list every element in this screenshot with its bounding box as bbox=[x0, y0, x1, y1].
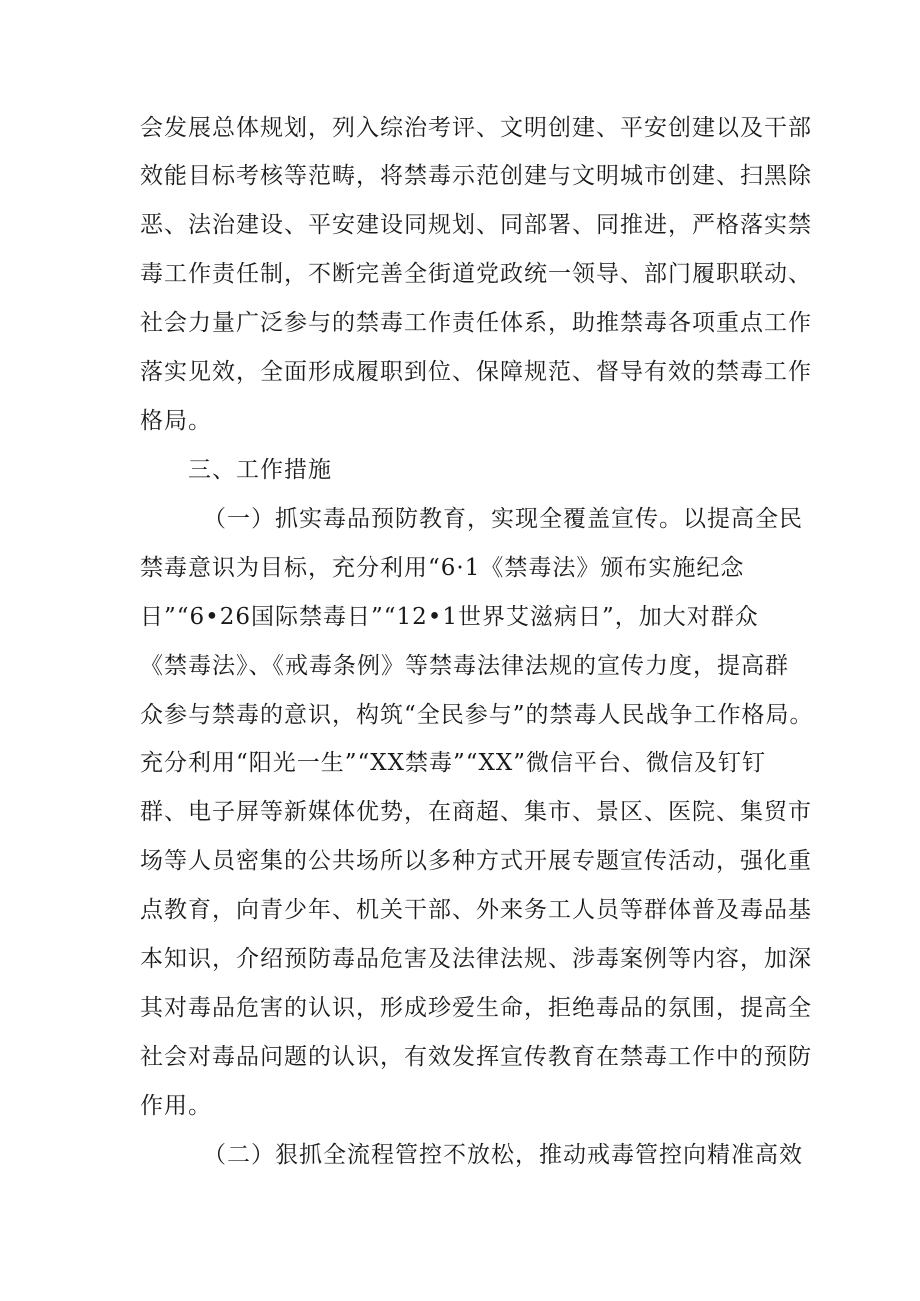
text-line: 恶、法治建设、平安建设同规划、同部署、同推进，严格落实禁 bbox=[140, 212, 812, 238]
text-line: 作用。 bbox=[140, 1093, 212, 1119]
paragraph-first-line: （一）抓实毒品预防教育，实现全覆盖宣传。以提高全民 bbox=[203, 506, 803, 532]
text-line: 效能目标考核等范畴，将禁毒示范创建与文明城市创建、扫黑除 bbox=[140, 163, 812, 189]
text-line: 会发展总体规划，列入综治考评、文明创建、平安创建以及干部 bbox=[140, 115, 812, 141]
text-line: 本知识，介绍预防毒品危害及法律法规、涉毒案例等内容，加深 bbox=[140, 946, 812, 972]
text-line: 场等人员密集的公共场所以多种方式开展专题宣传活动，强化重 bbox=[140, 848, 812, 874]
text-line: 社会力量广泛参与的禁毒工作责任体系，助推禁毒各项重点工作 bbox=[140, 310, 812, 336]
paragraph-first-line: （二）狠抓全流程管控不放松，推动戒毒管控向精准高效 bbox=[203, 1142, 803, 1168]
text-line: 落实见效，全面形成履职到位、保障规范、督导有效的禁毒工作 bbox=[140, 359, 812, 385]
text-line: 其对毒品危害的认识，形成珍爱生命，拒绝毒品的氛围，提高全 bbox=[140, 995, 812, 1021]
section-heading: 三、工作措施 bbox=[188, 457, 332, 483]
text-line: 《禁毒法》、《戒毒条例》等禁毒法律法规的宣传力度，提高群 bbox=[140, 653, 789, 679]
text-line: 充分利用“阳光一生”“XX禁毒”“XX”微信平台、微信及钉钉 bbox=[140, 750, 767, 776]
text-line: 点教育，向青少年、机关干部、外来务工人员等群体普及毒品基 bbox=[140, 897, 812, 923]
text-line: 毒工作责任制，不断完善全街道党政统一领导、部门履职联动、 bbox=[140, 261, 812, 287]
text-line: 格局。 bbox=[140, 408, 212, 434]
text-line: 社会对毒品问题的认识，有效发挥宣传教育在禁毒工作中的预防 bbox=[140, 1044, 812, 1070]
text-line: 禁毒意识为目标，充分利用“6·1《禁毒法》颁布实施纪念 bbox=[140, 555, 745, 581]
text-line: 群、电子屏等新媒体优势，在商超、集市、景区、医院、集贸市 bbox=[140, 799, 812, 825]
text-line: 众参与禁毒的意识，构筑“全民参与”的禁毒人民战争工作格局。 bbox=[140, 702, 814, 728]
text-line: 日”“6•26国际禁毒日”“12•1世界艾滋病日”，加大对群众 bbox=[140, 604, 759, 630]
